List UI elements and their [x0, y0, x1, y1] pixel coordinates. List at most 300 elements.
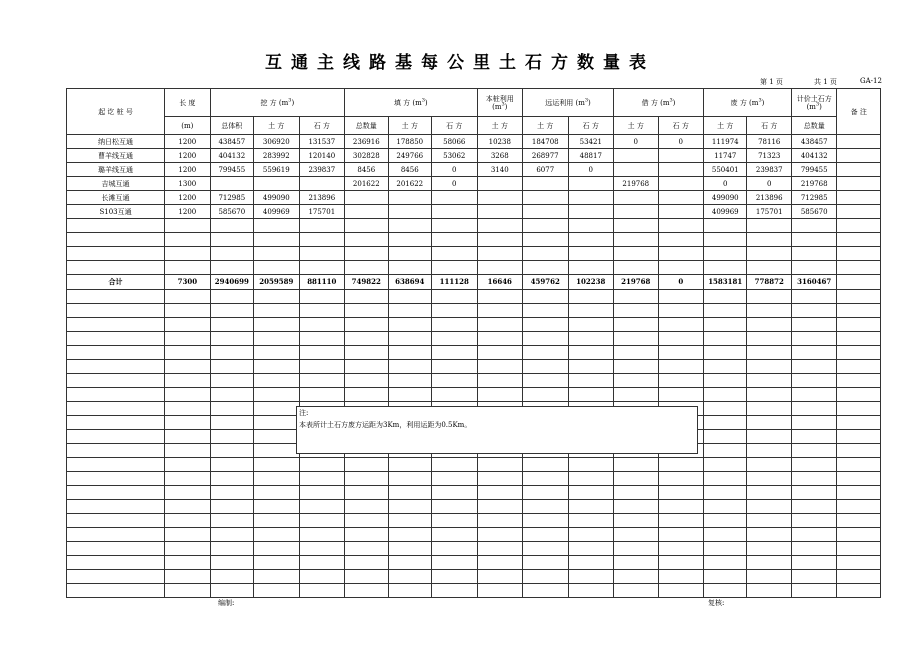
cell-station	[67, 486, 165, 500]
cell-exc-earth	[254, 219, 300, 233]
cell-local-earth: 3140	[477, 163, 523, 177]
cell-local-earth	[477, 304, 523, 318]
cell-local-earth	[477, 388, 523, 402]
cell-fill-total	[345, 542, 388, 556]
cell-exc-earth	[254, 500, 300, 514]
cell-haul-rock	[568, 290, 614, 304]
cell-fill-total	[345, 191, 388, 205]
cell-haul-earth	[523, 233, 569, 247]
cell-borrow-earth	[614, 388, 658, 402]
cell-haul-rock	[568, 304, 614, 318]
cell-exc-total	[210, 570, 253, 584]
cell-waste-rock	[747, 318, 791, 332]
empty-row	[67, 486, 881, 500]
cell-haul-rock: 102238	[568, 275, 614, 290]
cell-fill-rock	[432, 542, 478, 556]
cell-fill-rock	[432, 346, 478, 360]
cell-length	[165, 318, 211, 332]
cell-local-earth	[477, 458, 523, 472]
cell-waste-rock	[747, 304, 791, 318]
cell-length: 1200	[165, 163, 211, 177]
cell-fill-total	[345, 261, 388, 275]
cell-station: 长滩互通	[67, 191, 165, 205]
cell-exc-rock: 881110	[299, 275, 345, 290]
cell-haul-rock	[568, 205, 614, 219]
cell-borrow-rock	[658, 205, 704, 219]
cell-fill-earth: 249766	[388, 149, 431, 163]
cell-remarks	[837, 430, 881, 444]
cell-remarks	[837, 570, 881, 584]
cell-length	[165, 290, 211, 304]
cell-exc-earth	[254, 542, 300, 556]
cell-borrow-earth	[614, 290, 658, 304]
empty-row	[67, 290, 881, 304]
earthwork-table	[66, 88, 881, 598]
header-fill: 填 方 $(m^3)$	[345, 89, 477, 117]
cell-haul-earth	[523, 191, 569, 205]
cell-pay-total	[791, 346, 837, 360]
cell-length	[165, 556, 211, 570]
cell-exc-earth	[254, 472, 300, 486]
cell-length	[165, 514, 211, 528]
cell-local-earth: 10238	[477, 135, 523, 149]
header-waste-rock: 石 方	[747, 117, 791, 135]
cell-pay-total	[791, 514, 837, 528]
cell-fill-rock	[432, 472, 478, 486]
cell-station	[67, 444, 165, 458]
cell-fill-rock	[432, 318, 478, 332]
cell-fill-rock	[432, 219, 478, 233]
cell-waste-rock	[747, 388, 791, 402]
cell-fill-total	[345, 233, 388, 247]
cell-exc-earth: 2059589	[254, 275, 300, 290]
cell-pay-total: 585670	[791, 205, 837, 219]
cell-remarks	[837, 444, 881, 458]
cell-exc-rock	[299, 388, 345, 402]
header-exc-rock: 石 方	[299, 117, 345, 135]
cell-borrow-rock	[658, 177, 704, 191]
cell-local-earth	[477, 514, 523, 528]
header-excavation: 挖 方 $(m^3)$	[210, 89, 344, 117]
cell-fill-rock	[432, 304, 478, 318]
cell-haul-earth	[523, 247, 569, 261]
cell-waste-earth	[704, 318, 747, 332]
note-label: 注:	[299, 409, 309, 417]
cell-exc-earth	[254, 584, 300, 598]
cell-waste-earth	[704, 416, 747, 430]
cell-haul-earth	[523, 177, 569, 191]
cell-station	[67, 472, 165, 486]
cell-haul-rock	[568, 360, 614, 374]
cell-local-earth	[477, 191, 523, 205]
cell-remarks	[837, 219, 881, 233]
cell-local-earth	[477, 570, 523, 584]
cell-borrow-rock	[658, 233, 704, 247]
cell-remarks	[837, 191, 881, 205]
total-row	[67, 275, 881, 290]
cell-haul-earth: 6077	[523, 163, 569, 177]
cell-pay-total	[791, 430, 837, 444]
empty-row	[67, 233, 881, 247]
header-local-use: 本桩利用 $(m^3)$	[477, 89, 523, 117]
cell-exc-total	[210, 402, 253, 416]
note-text: 本表所计土石方废方运距为3Km，利用运距为0.5Km。	[299, 421, 472, 429]
cell-waste-rock	[747, 360, 791, 374]
cell-exc-earth	[254, 318, 300, 332]
cell-length	[165, 458, 211, 472]
cell-station	[67, 402, 165, 416]
cell-local-earth	[477, 332, 523, 346]
cell-borrow-earth	[614, 219, 658, 233]
cell-borrow-rock	[658, 163, 704, 177]
cell-waste-earth	[704, 402, 747, 416]
cell-waste-earth: 111974	[704, 135, 747, 149]
cell-borrow-rock	[658, 528, 704, 542]
cell-haul-earth	[523, 472, 569, 486]
cell-waste-earth	[704, 247, 747, 261]
cell-remarks	[837, 542, 881, 556]
cell-waste-earth	[704, 500, 747, 514]
header-length: 长 度	[165, 89, 211, 117]
cell-haul-earth	[523, 556, 569, 570]
cell-haul-earth	[523, 514, 569, 528]
cell-exc-total	[210, 247, 253, 261]
cell-waste-rock: 175701	[747, 205, 791, 219]
header-haul-use: 远运利用 $(m^3)$	[523, 89, 614, 117]
empty-row	[67, 318, 881, 332]
empty-row	[67, 500, 881, 514]
cell-waste-rock	[747, 472, 791, 486]
table-row	[67, 205, 881, 219]
cell-station	[67, 374, 165, 388]
empty-row	[67, 458, 881, 472]
cell-local-earth	[477, 290, 523, 304]
cell-exc-earth	[254, 416, 300, 430]
cell-exc-rock: 213896	[299, 191, 345, 205]
cell-exc-earth	[254, 514, 300, 528]
cell-fill-total: 302828	[345, 149, 388, 163]
cell-local-earth	[477, 346, 523, 360]
cell-exc-total	[210, 528, 253, 542]
cell-borrow-rock: 0	[658, 135, 704, 149]
cell-station: 合计	[67, 275, 165, 290]
cell-borrow-rock	[658, 472, 704, 486]
cell-local-earth	[477, 219, 523, 233]
cell-fill-rock: 58066	[432, 135, 478, 149]
cell-fill-rock: 0	[432, 177, 478, 191]
cell-haul-earth	[523, 205, 569, 219]
cell-exc-rock: 120140	[299, 149, 345, 163]
cell-exc-earth	[254, 290, 300, 304]
cell-haul-rock	[568, 556, 614, 570]
cell-waste-rock	[747, 233, 791, 247]
cell-waste-rock	[747, 374, 791, 388]
page-title: 互通主线路基每公里土石方数量表	[265, 53, 655, 73]
cell-haul-earth	[523, 219, 569, 233]
cell-length	[165, 360, 211, 374]
cell-fill-total	[345, 570, 388, 584]
cell-exc-earth	[254, 360, 300, 374]
cell-waste-earth	[704, 304, 747, 318]
header-remarks: 备 注	[837, 89, 881, 135]
cell-exc-rock	[299, 458, 345, 472]
cell-remarks	[837, 332, 881, 346]
cell-waste-earth	[704, 458, 747, 472]
cell-pay-total	[791, 570, 837, 584]
cell-waste-earth	[704, 444, 747, 458]
cell-remarks	[837, 205, 881, 219]
cell-borrow-rock	[658, 374, 704, 388]
cell-borrow-rock	[658, 290, 704, 304]
cell-length	[165, 388, 211, 402]
cell-exc-earth	[254, 388, 300, 402]
cell-remarks	[837, 304, 881, 318]
cell-haul-rock	[568, 584, 614, 598]
cell-station	[67, 528, 165, 542]
cell-exc-earth: 559619	[254, 163, 300, 177]
cell-haul-earth	[523, 500, 569, 514]
cell-borrow-earth	[614, 472, 658, 486]
cell-borrow-rock	[658, 318, 704, 332]
cell-borrow-rock	[658, 556, 704, 570]
cell-waste-rock	[747, 570, 791, 584]
empty-row	[67, 514, 881, 528]
cell-fill-rock: 111128	[432, 275, 478, 290]
cell-station	[67, 416, 165, 430]
cell-exc-total: 585670	[210, 205, 253, 219]
cell-station	[67, 500, 165, 514]
cell-exc-total	[210, 486, 253, 500]
cell-fill-total	[345, 318, 388, 332]
cell-pay-total	[791, 219, 837, 233]
cell-exc-rock	[299, 247, 345, 261]
cell-waste-rock	[747, 430, 791, 444]
cell-borrow-rock	[658, 458, 704, 472]
cell-borrow-earth	[614, 346, 658, 360]
cell-fill-total	[345, 458, 388, 472]
cell-waste-rock: 0	[747, 177, 791, 191]
empty-row	[67, 360, 881, 374]
cell-pay-total	[791, 556, 837, 570]
cell-haul-rock: 0	[568, 163, 614, 177]
cell-pay-total: 712985	[791, 191, 837, 205]
cell-fill-earth	[388, 205, 431, 219]
cell-waste-rock: 78116	[747, 135, 791, 149]
cell-length	[165, 247, 211, 261]
cell-waste-earth: 550401	[704, 163, 747, 177]
cell-station	[67, 332, 165, 346]
cell-length: 1200	[165, 135, 211, 149]
cell-haul-earth: 459762	[523, 275, 569, 290]
cell-fill-earth	[388, 360, 431, 374]
cell-waste-earth	[704, 542, 747, 556]
cell-exc-total	[210, 388, 253, 402]
cell-pay-total: 3160467	[791, 275, 837, 290]
cell-waste-earth	[704, 233, 747, 247]
cell-fill-total	[345, 247, 388, 261]
cell-pay-total	[791, 500, 837, 514]
cell-pay-total	[791, 444, 837, 458]
cell-local-earth	[477, 261, 523, 275]
empty-row	[67, 570, 881, 584]
cell-pay-total	[791, 290, 837, 304]
cell-exc-earth	[254, 374, 300, 388]
cell-haul-earth	[523, 570, 569, 584]
cell-borrow-earth	[614, 233, 658, 247]
cell-exc-total: 799455	[210, 163, 253, 177]
cell-fill-earth	[388, 486, 431, 500]
cell-pay-total	[791, 472, 837, 486]
cell-waste-earth	[704, 261, 747, 275]
cell-local-earth	[477, 486, 523, 500]
cell-borrow-earth	[614, 556, 658, 570]
cell-haul-rock	[568, 374, 614, 388]
cell-station	[67, 388, 165, 402]
cell-exc-earth: 409969	[254, 205, 300, 219]
header-exc-earth: 土 方	[254, 117, 300, 135]
cell-fill-earth	[388, 374, 431, 388]
cell-waste-earth	[704, 332, 747, 346]
cell-borrow-earth	[614, 374, 658, 388]
cell-haul-rock	[568, 219, 614, 233]
header-exc-total: 总体积	[210, 117, 253, 135]
cell-station	[67, 584, 165, 598]
cell-exc-total	[210, 360, 253, 374]
cell-local-earth	[477, 233, 523, 247]
cell-fill-total: 201622	[345, 177, 388, 191]
cell-fill-rock	[432, 332, 478, 346]
cell-haul-earth: 184708	[523, 135, 569, 149]
cell-remarks	[837, 374, 881, 388]
cell-length	[165, 430, 211, 444]
cell-borrow-earth	[614, 500, 658, 514]
cell-pay-total	[791, 374, 837, 388]
cell-waste-rock	[747, 290, 791, 304]
cell-fill-total	[345, 528, 388, 542]
cell-borrow-earth	[614, 458, 658, 472]
cell-fill-total	[345, 360, 388, 374]
cell-fill-total	[345, 500, 388, 514]
cell-borrow-rock	[658, 584, 704, 598]
cell-remarks	[837, 149, 881, 163]
header-haul-rock: 石 方	[568, 117, 614, 135]
cell-borrow-earth: 219768	[614, 177, 658, 191]
cell-local-earth: 16646	[477, 275, 523, 290]
empty-row	[67, 219, 881, 233]
cell-exc-total	[210, 472, 253, 486]
cell-fill-rock	[432, 514, 478, 528]
cell-remarks	[837, 472, 881, 486]
cell-length	[165, 416, 211, 430]
cell-local-earth	[477, 374, 523, 388]
cell-fill-rock	[432, 360, 478, 374]
cell-haul-earth	[523, 528, 569, 542]
cell-haul-earth	[523, 304, 569, 318]
cell-borrow-earth	[614, 584, 658, 598]
cell-remarks	[837, 458, 881, 472]
cell-fill-rock	[432, 584, 478, 598]
cell-haul-earth: 268977	[523, 149, 569, 163]
cell-waste-earth	[704, 346, 747, 360]
cell-waste-rock	[747, 500, 791, 514]
cell-remarks	[837, 528, 881, 542]
cell-haul-rock	[568, 261, 614, 275]
cell-exc-rock	[299, 486, 345, 500]
cell-length	[165, 219, 211, 233]
cell-remarks	[837, 416, 881, 430]
empty-row	[67, 332, 881, 346]
cell-fill-earth	[388, 290, 431, 304]
cell-station: S103互通	[67, 205, 165, 219]
cell-borrow-rock	[658, 360, 704, 374]
cell-waste-rock	[747, 458, 791, 472]
cell-waste-earth	[704, 556, 747, 570]
cell-waste-rock	[747, 528, 791, 542]
cell-waste-rock	[747, 514, 791, 528]
cell-exc-earth	[254, 402, 300, 416]
cell-borrow-rock	[658, 332, 704, 346]
cell-pay-total	[791, 486, 837, 500]
cell-length	[165, 472, 211, 486]
cell-haul-rock	[568, 528, 614, 542]
cell-exc-total	[210, 444, 253, 458]
cell-borrow-rock	[658, 486, 704, 500]
cell-length	[165, 486, 211, 500]
cell-pay-total: 219768	[791, 177, 837, 191]
header-row-1	[67, 89, 881, 117]
cell-station: 纳日松互通	[67, 135, 165, 149]
cell-exc-rock	[299, 472, 345, 486]
empty-row	[67, 247, 881, 261]
cell-haul-rock: 53421	[568, 135, 614, 149]
cell-station	[67, 304, 165, 318]
cell-exc-total: 2940699	[210, 275, 253, 290]
cell-length	[165, 542, 211, 556]
cell-borrow-earth	[614, 514, 658, 528]
cell-fill-earth	[388, 584, 431, 598]
cell-remarks	[837, 514, 881, 528]
cell-exc-earth	[254, 528, 300, 542]
cell-station	[67, 458, 165, 472]
cell-fill-earth	[388, 247, 431, 261]
cell-pay-total	[791, 528, 837, 542]
cell-waste-rock	[747, 346, 791, 360]
cell-haul-rock	[568, 318, 614, 332]
cell-remarks	[837, 290, 881, 304]
cell-waste-rock	[747, 332, 791, 346]
page-total: 共 1 页	[814, 78, 837, 86]
cell-exc-total	[210, 514, 253, 528]
cell-pay-total: 438457	[791, 135, 837, 149]
cell-remarks	[837, 318, 881, 332]
cell-waste-rock: 213896	[747, 191, 791, 205]
header-length-unit: (m)	[165, 117, 211, 135]
cell-pay-total	[791, 388, 837, 402]
cell-fill-total: 236916	[345, 135, 388, 149]
cell-waste-earth: 0	[704, 177, 747, 191]
cell-exc-rock: 175701	[299, 205, 345, 219]
cell-exc-total	[210, 290, 253, 304]
cell-borrow-rock: 0	[658, 275, 704, 290]
cell-remarks	[837, 500, 881, 514]
cell-fill-earth	[388, 219, 431, 233]
cell-borrow-rock	[658, 388, 704, 402]
cell-haul-rock	[568, 388, 614, 402]
cell-fill-total	[345, 205, 388, 219]
cell-station	[67, 430, 165, 444]
cell-fill-total	[345, 556, 388, 570]
cell-exc-total	[210, 458, 253, 472]
